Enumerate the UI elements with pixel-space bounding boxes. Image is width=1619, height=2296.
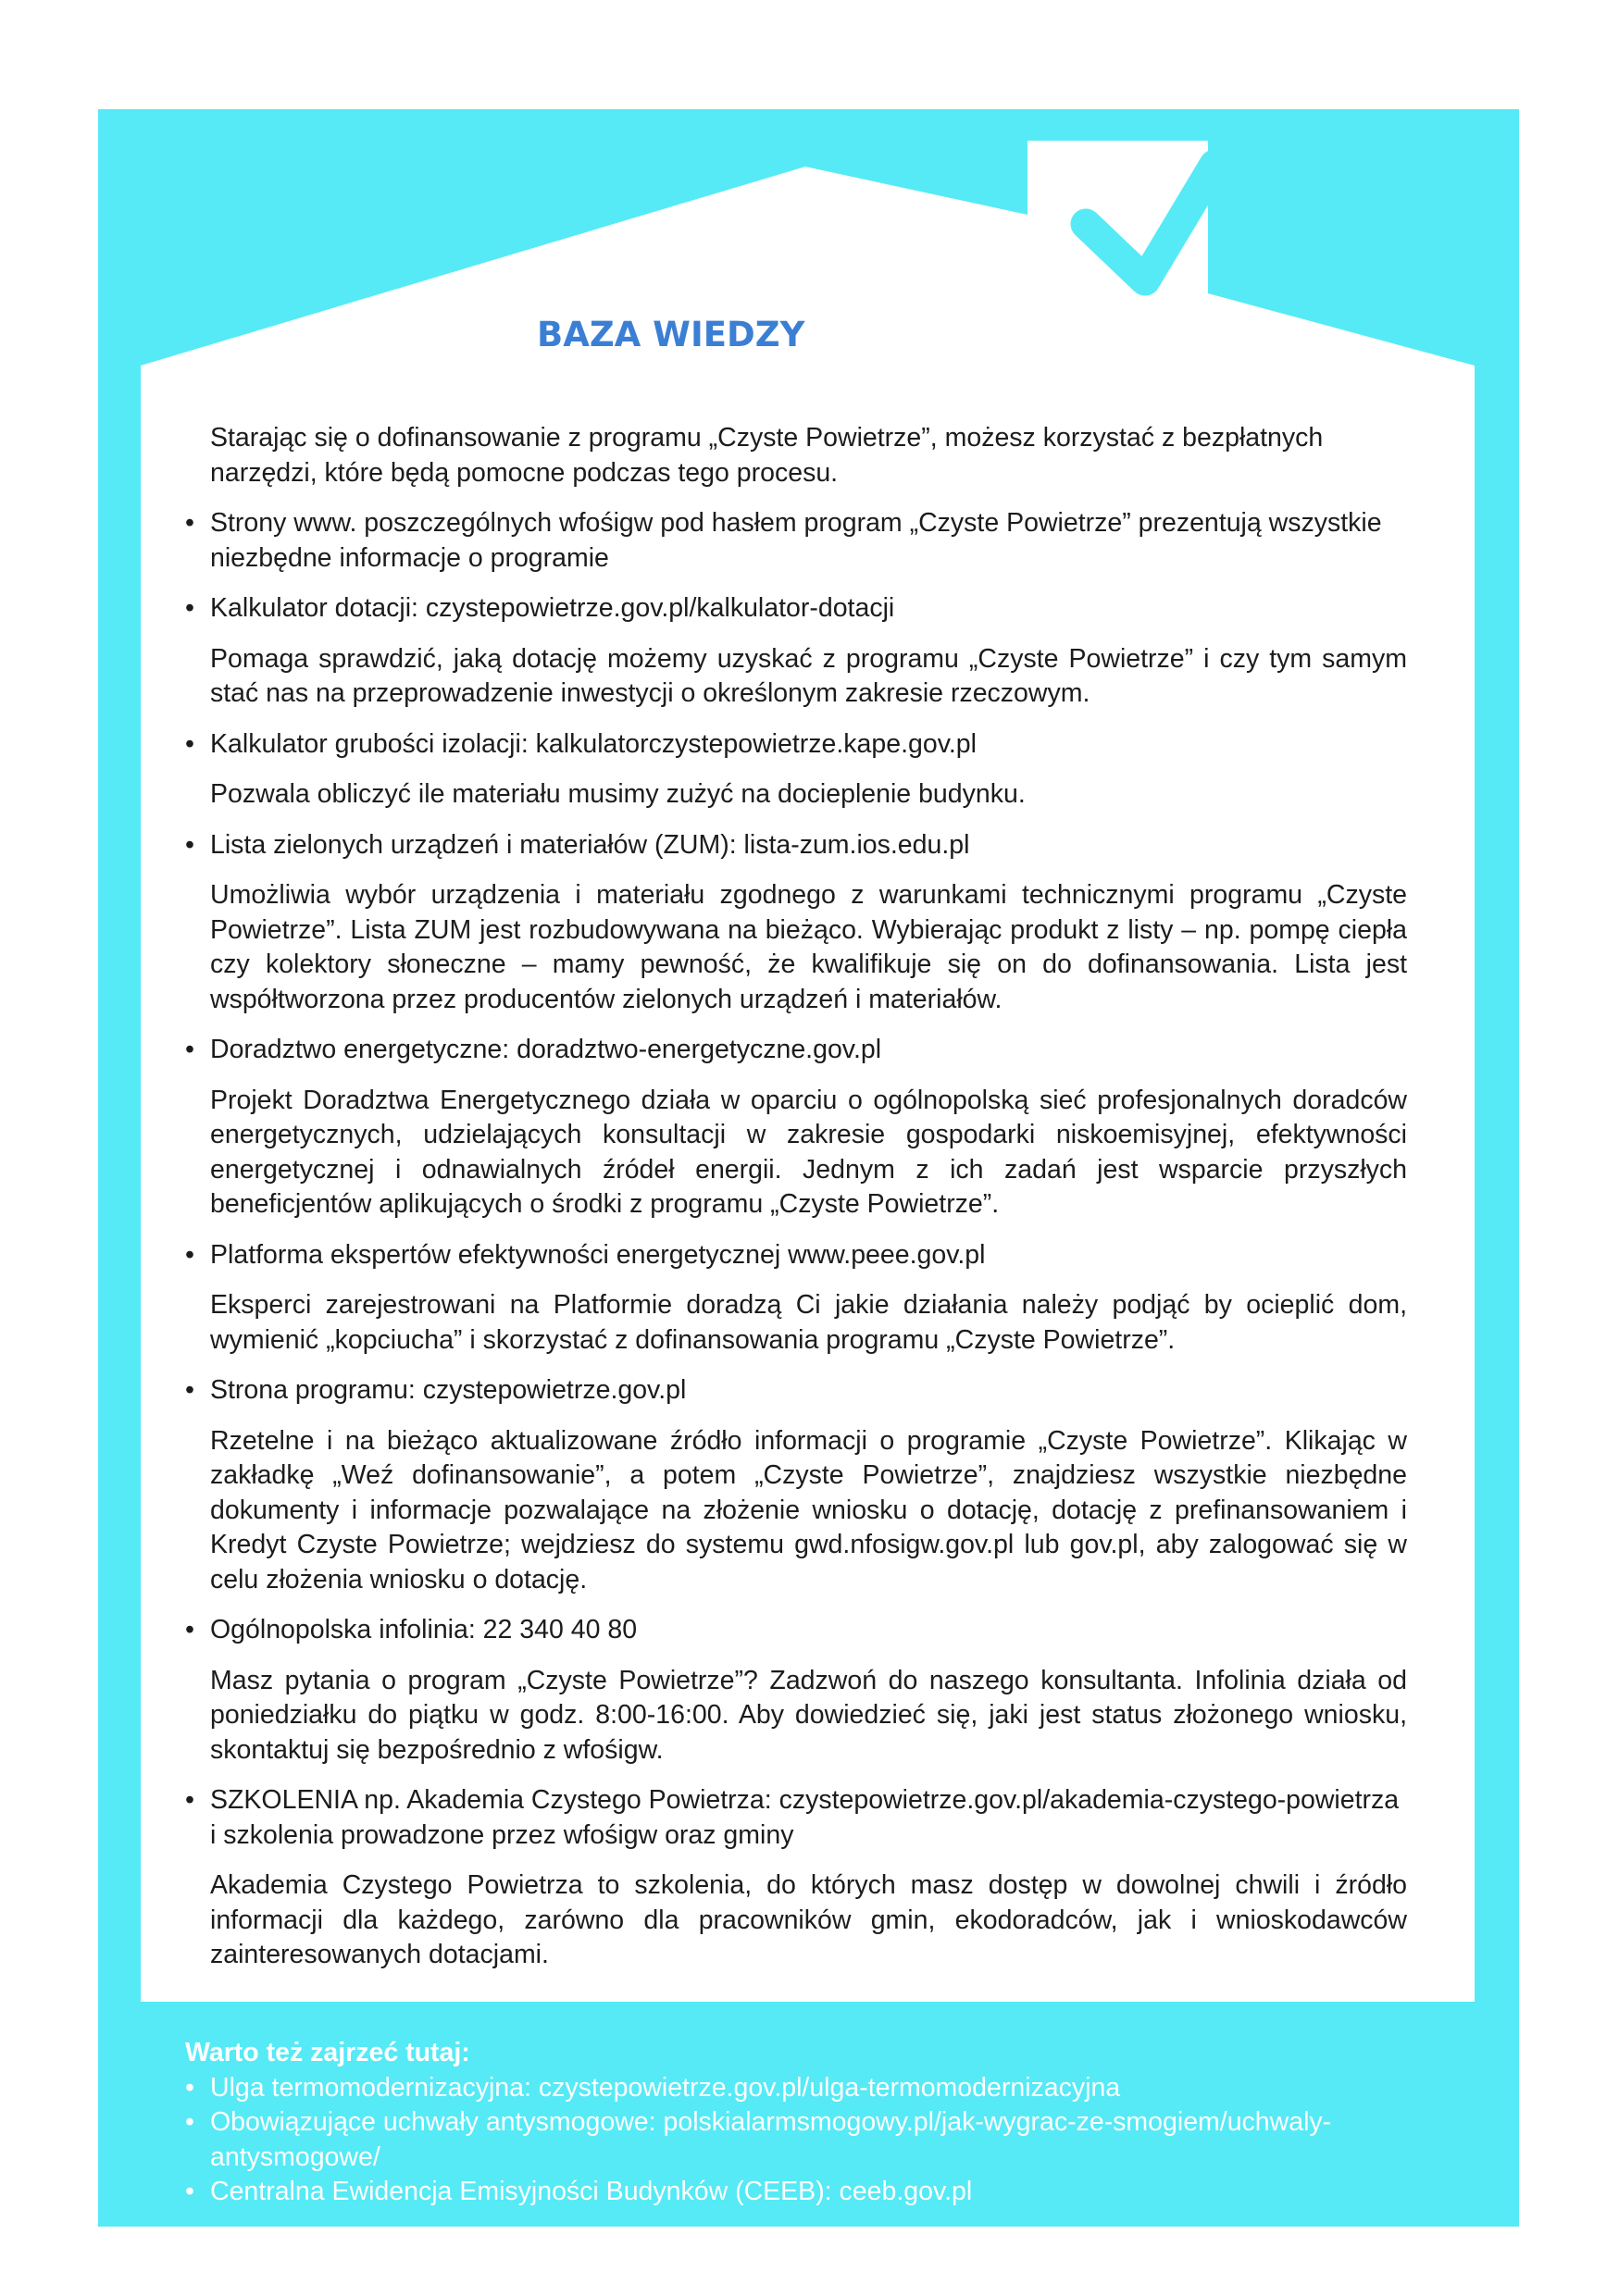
resource-item[interactable] — [185, 1238, 1407, 1273]
further-item[interactable] — [185, 2071, 1407, 2106]
page-title: BAZA WIEDZY — [537, 315, 805, 354]
bullet-icon: • — [185, 508, 194, 538]
resource-item-description: Eksperci zarejestrowani na Platformie doradzą Ci jakie działania należy podjąć by ocieplić dom, wymienić „kopciucha” i skorzystać z dofinansowania programu „Czyste Powietrze”. — [210, 1290, 1407, 1355]
knowledge-base-content — [185, 421, 1407, 1989]
resource-item[interactable] — [185, 1033, 1407, 1068]
further-links-box — [185, 2036, 1407, 2210]
resource-item[interactable] — [185, 1373, 1407, 1409]
further-heading: Warto też zajrzeć tutaj: — [185, 2038, 470, 2067]
resource-item-label: Doradztwo energetyczne: doradztwo-energetyczne.gov.pl — [210, 1035, 882, 1064]
further-item[interactable] — [185, 2175, 1407, 2210]
resource-item-label: SZKOLENIA np. Akademia Czystego Powietrza: czystepowietrze.gov.pl/akademia-czystego-powietrza i szkolenia prowadzone przez wfośigw oraz gminy — [210, 1785, 1400, 1850]
bullet-icon: • — [185, 1239, 194, 1270]
bullet-icon: • — [185, 728, 194, 759]
intro-paragraph: Starając się o dofinansowanie z programu „Czyste Powietrze”, możesz korzystać z bezpłatnych narzędzi, które będą pomocne podczas tego procesu. — [210, 423, 1324, 488]
resource-item-label: Strony www. poszczególnych wfośigw pod hasłem program „Czyste Powietrze” prezentują wszystkie niezbędne informacje o programie — [210, 508, 1382, 573]
further-item-text: Ulga termomodernizacyjna: czystepowietrze.gov.pl/ulga-termomodernizacyjna — [210, 2072, 1121, 2103]
resource-item[interactable] — [185, 1783, 1407, 1853]
bullet-icon: • — [185, 2072, 194, 2103]
bullet-icon: • — [185, 593, 194, 623]
bullet-icon: • — [185, 1035, 194, 1064]
resource-item-description: Rzetelne i na bieżąco aktualizowane źródło informacji o programie „Czyste Powietrze”. Klikając w zakładkę „Weź dofinansowanie”, a potem „Czyste Powietrze”, znajdziesz wszystkie niezbędne dokumenty i informacje pozwalające na złożenie wniosku o dotację, dotację z prefinansowaniem i Kredyt Czyste Powietrze; wejdziesz do systemu gwd.nfosigw.gov.pl lub gov.pl, aby zalogować się w celu złożenia wniosku o dotację. — [210, 1425, 1407, 1595]
resource-item[interactable] — [185, 727, 1407, 763]
resource-item-description: Umożliwia wybór urządzenia i materiału zgodnego z warunkami technicznymi programu „Czyste Powietrze”. Lista ZUM jest rozbudowywana na bieżąco. Wybierając produkt z listy – np. pompę ciepła czy kolektory słoneczne – mamy pewność, że kwalifikuje się on do dofinansowania. Lista jest współtworzona przez producentów zielonych urządzeń i materiałów. — [210, 880, 1407, 1014]
resource-item-label: Lista zielonych urządzeń i materiałów (ZUM): lista-zum.ios.edu.pl — [210, 829, 970, 860]
bullet-icon: • — [185, 1785, 194, 1815]
resource-item-description: Projekt Doradztwa Energetycznego działa w oparciu o ogólnopolską sieć profesjonalnych doradców energetycznych, udzielających konsultacji w zakresie gospodarki niskoemisyjnej, efektywności energetycznej i odnawialnych źródeł energii. Jednym z ich zadań jest wsparcie przyszłych beneficjentów aplikujących o środki z programu „Czyste Powietrze”. — [210, 1085, 1407, 1219]
resource-item-label: Strona programu: czystepowietrze.gov.pl — [210, 1375, 687, 1405]
resource-item[interactable] — [185, 1613, 1407, 1648]
bullet-icon: • — [185, 1615, 194, 1644]
resource-item[interactable] — [185, 506, 1407, 576]
bullet-icon: • — [185, 2107, 194, 2137]
resource-item-description: Pomaga sprawdzić, jaką dotację możemy uzyskać z programu „Czyste Powietrze” i czy tym samym stać nas na przeprowadzenie inwestycji o określonym zakresie rzeczowym. — [210, 643, 1407, 708]
resource-item-description: Akademia Czystego Powietrza to szkolenia, do których masz dostęp w dowolnej chwili i źródło informacji dla każdego, zarówno dla pracowników gmin, ekodoradców, jak i wnioskodawców zainteresowanych dotacjami. — [210, 1870, 1407, 1969]
resource-item-label: Kalkulator dotacji: czystepowietrze.gov.pl/kalkulator-dotacji — [210, 593, 895, 623]
further-item[interactable] — [185, 2105, 1407, 2175]
resource-item[interactable] — [185, 828, 1407, 863]
further-item-text: Obowiązujące uchwały antysmogowe: polskialarmsmogowy.pl/jak-wygrac-ze-smogiem/uchwaly-antysmogowe/ — [210, 2107, 1332, 2172]
resource-list — [185, 506, 1407, 1973]
further-item-text: Centralna Ewidencja Emisyjności Budynków (CEEB): ceeb.gov.pl — [210, 2177, 973, 2206]
resource-item[interactable] — [185, 591, 1407, 627]
resource-item-label: Ogólnopolska infolinia: 22 340 40 80 — [210, 1615, 638, 1644]
bullet-icon: • — [185, 1375, 194, 1405]
bullet-icon: • — [185, 2177, 194, 2206]
resource-item-label: Platforma ekspertów efektywności energetycznej www.peee.gov.pl — [210, 1239, 986, 1270]
resource-item-label: Kalkulator grubości izolacji: kalkulatorczystepowietrze.kape.gov.pl — [210, 728, 977, 759]
bullet-icon: • — [185, 829, 194, 860]
resource-item-description: Masz pytania o program „Czyste Powietrze”? Zadzwoń do naszego konsultanta. Infolinia działa od poniedziałku do piątku w godz. 8:00-16:00. Aby dowiedzieć się, jaki jest status złożonego wniosku, skontaktuj się bezpośrednio z wfośigw. — [210, 1665, 1407, 1765]
resource-item-description: Pozwala obliczyć ile materiału musimy zużyć na docieplenie budynku. — [210, 779, 1026, 809]
